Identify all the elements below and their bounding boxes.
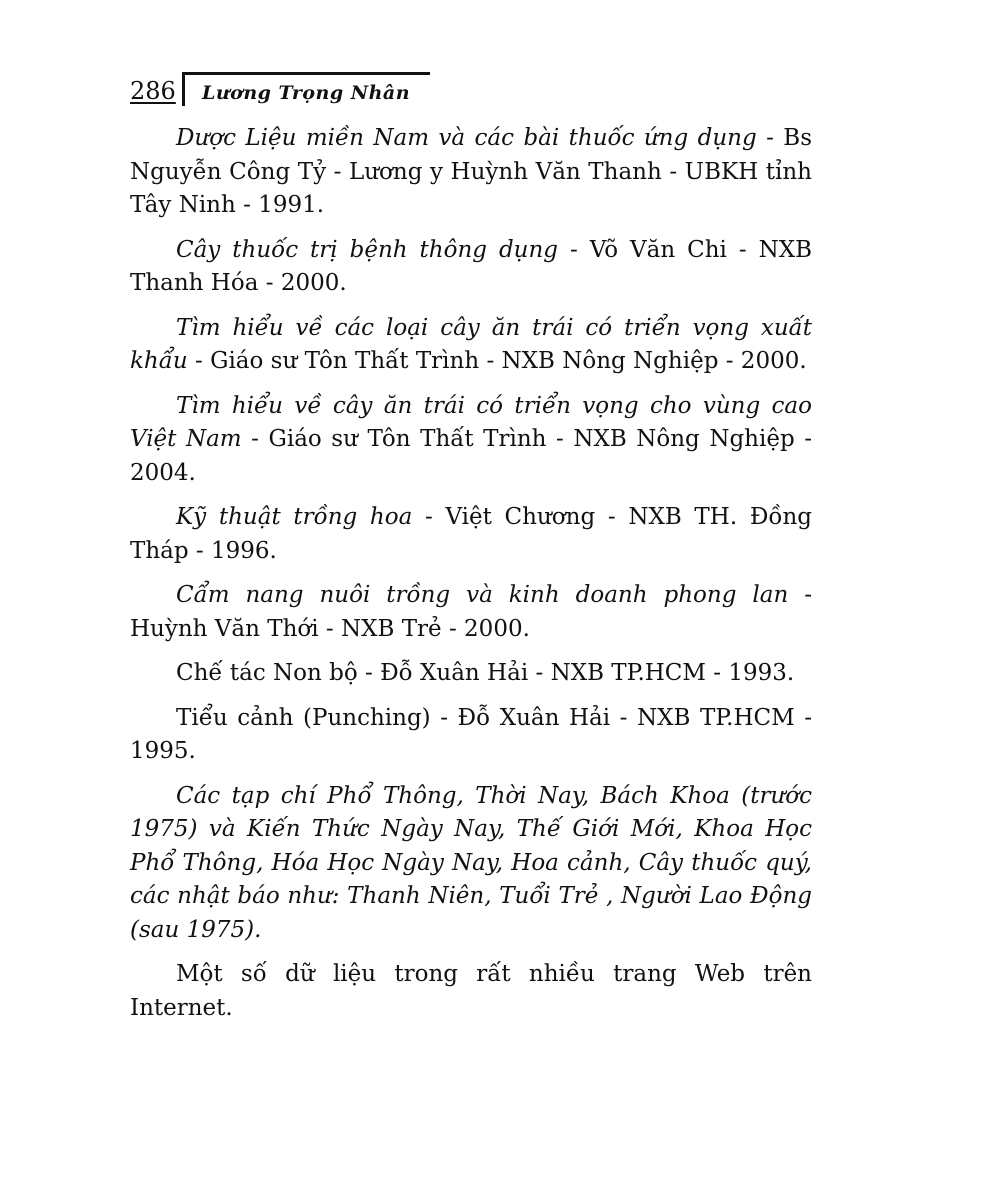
reference-title: Tìm hiểu về cây ăn trái có triển vọng cho vùng cao Việt Nam: [130, 392, 812, 452]
book-page: [130, 68, 812, 1036]
reference-title: Cây thuốc trị bệnh thông dụng: [176, 236, 559, 263]
reference-details: - Giáo sư Tôn Thất Trình - NXB Nông Nghiệp - 2004.: [130, 426, 812, 486]
reference-list: [130, 122, 812, 1025]
reference-title: Kỹ thuật trồng hoa: [176, 504, 413, 530]
reference-details: - Việt Chương - NXB TH. Đồng Tháp - 1996.: [130, 504, 812, 564]
reference-title: Tìm hiểu về các loại cây ăn trái có triển vọng xuất khẩu: [130, 314, 812, 374]
reference-entry-9: [130, 780, 812, 948]
reference-entry-7: [130, 657, 812, 691]
page-number: 286: [130, 77, 176, 105]
reference-entry-6: [130, 579, 812, 646]
reference-details: - Võ Văn Chi - NXB Thanh Hóa - 2000.: [130, 236, 812, 296]
page-header: [130, 68, 812, 112]
reference-details: - Huỳnh Văn Thới - NXB Trẻ - 2000.: [130, 582, 812, 642]
reference-entry-3: [130, 312, 812, 379]
header-rule-vertical: [182, 72, 185, 106]
reference-details: - Bs Nguyễn Công Tỷ - Lương y Huỳnh Văn Thanh - UBKH tỉnh Tây Ninh - 1991.: [130, 125, 812, 218]
reference-details: - Giáo sư Tôn Thất Trình - NXB Nông Nghiệp - 2000.: [187, 348, 807, 374]
reference-title: Các tạp chí Phổ Thông, Thời Nay, Bách Khoa (trước 1975) và Kiến Thức Ngày Nay, Thế Giới Mới, Khoa Học Phổ Thông, Hóa Học Ngày Nay, Hoa cảnh, Cây thuốc quý, các nhật báo như: Thanh Niên, Tuổi Trẻ , Người Lao Động (sau 1975).: [130, 782, 812, 943]
reference-title: Dược Liệu miền Nam và các bài thuốc ứng dụng: [176, 125, 757, 151]
running-head-author: Lương Trọng Nhân: [202, 82, 411, 104]
reference-entry-2: [130, 234, 812, 301]
reference-entry-8: [130, 702, 812, 769]
reference-details: Tiểu cảnh (Punching) - Đỗ Xuân Hải - NXB TP.HCM - 1995.: [130, 704, 812, 764]
reference-details: Chế tác Non bộ - Đỗ Xuân Hải - NXB TP.HCM - 1993.: [176, 660, 795, 686]
header-rule-horizontal: [182, 72, 430, 75]
reference-entry-4: [130, 390, 812, 491]
reference-entry-10: [130, 958, 812, 1025]
reference-entry-1: [130, 122, 812, 223]
reference-title: Cẩm nang nuôi trồng và kinh doanh phong lan: [176, 582, 789, 608]
reference-details: Một số dữ liệu trong rất nhiều trang Web trên Internet.: [130, 961, 812, 1021]
reference-entry-5: [130, 501, 812, 568]
